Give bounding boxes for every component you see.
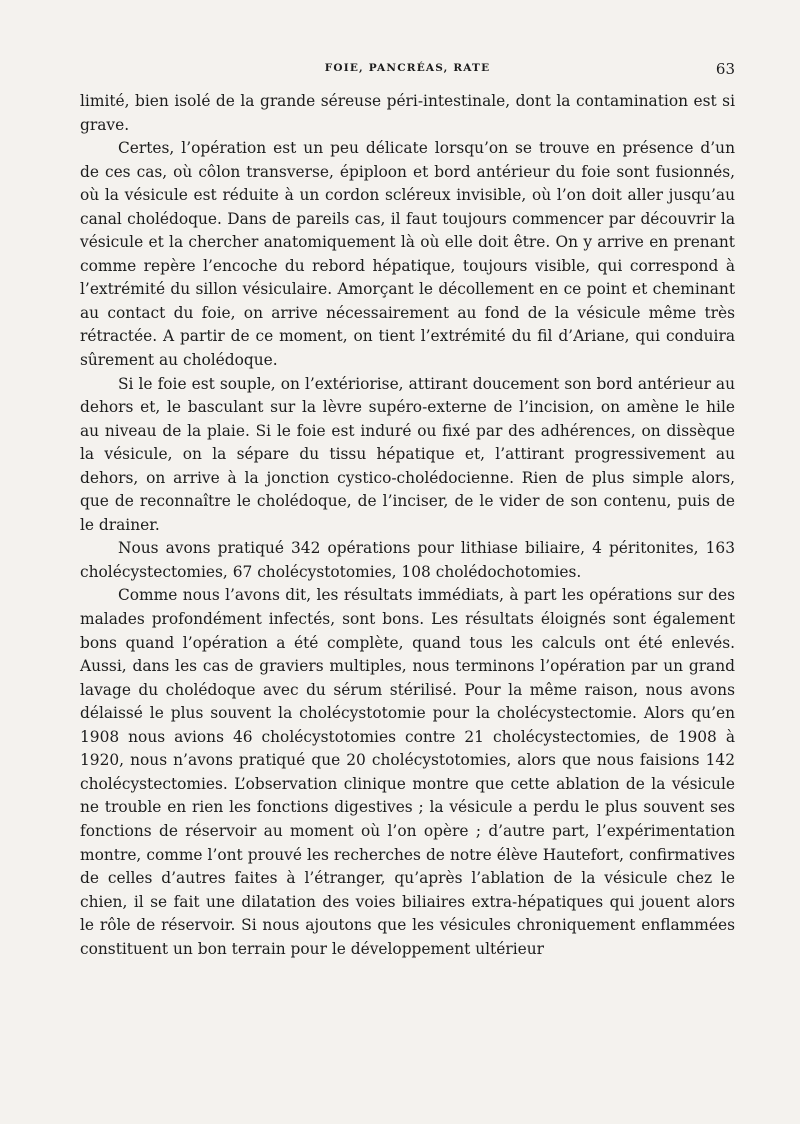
running-title: FOIE, PANCRÉAS, RATE [324, 62, 491, 74]
paragraph: Certes, l’opération est un peu délicate lorsqu’on se trouve en présence d’un de ces cas, où côlon transverse, épiploon et bord antérieur du foie sont fusionnés, où la vésicule est réduite à un cordon scléreux invisible, où l’on doit aller jusqu’au canal cholédoque. Dans de pareils cas, il faut toujours commencer par découvrir la vésicule et la chercher anatomiquement là où elle doit être. On y arrive en prenant comme repère l’encoche du rebord hépatique, toujours visible, qui correspond à l’extrémité du sillon vésiculaire. Amorçant le décollement en ce point et cheminant au contact du foie, on arrive nécessairement au fond de la vésicule même très rétractée. A partir de ce moment, on tient l’extrémité du fil d’Ariane, qui conduira sûrement au cholédoque. [80, 139, 735, 370]
page-header [80, 62, 735, 82]
paragraph: Comme nous l’avons dit, les résultats immédiats, à part les opérations sur des malades profondément infectés, sont bons. Les résultats éloignés sont également bons quand l’opération a été complète, quand tous les calculs ont été enlevés. Aussi, dans les cas de graviers multiples, nous terminons l’opération par un grand lavage du cholédoque avec du sérum stérilisé. Pour la même raison, nous avons délaissé le plus souvent la cholécystotomie pour la cholécystectomie. Alors qu’en 1908 nous avions 46 cholécystotomies contre 21 cholécystectomies, de 1908 à 1920, nous n’avons pratiqué que 20 cholécystotomies, alors que nous faisions 142 cholécystectomies. L’observation clinique montre que cette ablation de la vésicule ne trouble en rien les fonctions digestives ; la vésicule a perdu le plus souvent ses fonctions de réservoir au moment où l’on opère ; d’autre part, l’expérimentation montre, comme l’ont prouvé les recherches de notre élève Hautefort, confirmatives de celles d’autres faites à l’étranger, qu’après l’ablation de la vésicule chez le chien, il se fait une dilatation des voies biliaires extra-hépatiques qui jouent alors le rôle de réservoir. Si nous ajoutons que les vésicules chroniquement enflammées constituent un bon terrain pour le développement ultérieur [80, 586, 735, 958]
paragraph: Nous avons pratiqué 342 opérations pour lithiase biliaire, 4 péritonites, 163 cholécystectomies, 67 cholécystotomies, 108 cholédochotomies. [80, 539, 735, 581]
page-number: 63 [715, 60, 735, 78]
body-text [80, 90, 735, 961]
paragraph-continuation: limité, bien isolé de la grande séreuse péri-intestinale, dont la contamination est si grave. [80, 92, 735, 134]
paragraph: Si le foie est souple, on l’extériorise, attirant doucement son bord antérieur au dehors et, le basculant sur la lèvre supéro-externe de l’incision, on amène le hile au niveau de la plaie. Si le foie est induré ou fixé par des adhérences, on dissèque la vésicule, on la sépare du tissu hépatique et, l’attirant progressivement au dehors, on arrive à la jonction cystico-cholédocienne. Rien de plus simple alors, que de reconnaître le cholédoque, de l’inciser, de le vider de son contenu, puis de le drainer. [80, 374, 735, 534]
